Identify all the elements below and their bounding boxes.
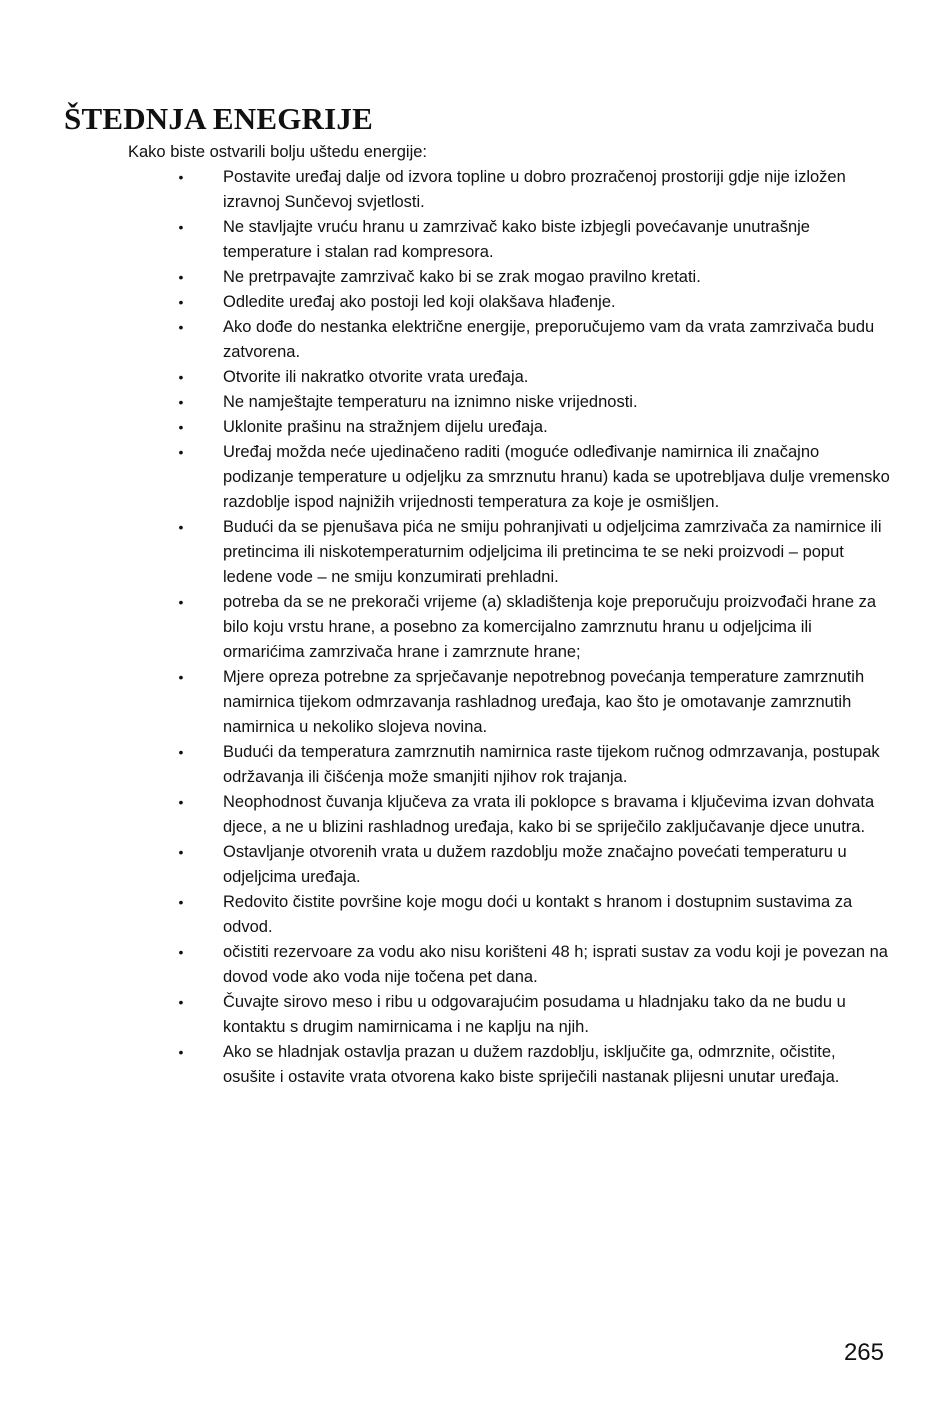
list-item-text: potreba da se ne prekorači vrijeme (a) skladištenja koje preporučuju proizvođači hrane za bilo koju vrstu hrane, a posebno za komercijalno zamrznutu hranu u odjeljcima ili ormarićima zamrzivača hrane i zamrznute hrane; (223, 593, 877, 661)
list-item-text: Ako dođe do nestanka električne energije, preporučujemo vam da vrata zamrzivača budu zatvorena. (223, 318, 875, 361)
list-item (172, 165, 892, 215)
list-item (172, 290, 892, 315)
bullet-icon: • (178, 669, 184, 685)
list-item (172, 315, 892, 365)
list-item-text: Ostavljanje otvorenih vrata u dužem razdoblju može značajno povećati temperaturu u odjeljcima uređaja. (223, 843, 847, 886)
bullet-icon: • (178, 519, 184, 535)
list-item (172, 415, 892, 440)
list-item-text: Redovito čistite površine koje mogu doći u kontakt s hranom i dostupnim sustavima za odvod. (223, 893, 853, 936)
bullet-icon: • (178, 744, 184, 760)
energy-saving-tips-list (172, 165, 892, 1090)
list-item-text: Ako se hladnjak ostavlja prazan u dužem razdoblju, isključite ga, odmrznite, očistite, osušite i ostavite vrata otvorena kako biste spriječili nastanak plijesni unutar uređaja. (223, 1043, 840, 1086)
list-item (172, 840, 892, 890)
bullet-icon: • (178, 319, 184, 335)
bullet-icon: • (178, 369, 184, 385)
bullet-icon: • (178, 294, 184, 310)
list-item-text: Postavite uređaj dalje od izvora topline u dobro prozračenoj prostoriji gdje nije izložen izravnoj Sunčevoj svjetlosti. (223, 168, 846, 211)
page-number: 265 (843, 1339, 884, 1366)
list-item (172, 1040, 892, 1090)
bullet-icon: • (178, 269, 184, 285)
list-item (172, 365, 892, 390)
list-item-text: Ne pretrpavajte zamrzivač kako bi se zrak mogao pravilno kretati. (223, 268, 701, 286)
bullet-icon: • (178, 419, 184, 435)
list-item (172, 215, 892, 265)
list-item-text: Uređaj možda neće ujedinačeno raditi (moguće odleđivanje namirnica ili značajno podizanje temperature u odjeljku za smrznutu hranu) kada se upotrebljava dulje vremensko razdoblje ispod najnižih vrijednosti temperatura za koje je osmišljen. (223, 443, 890, 511)
list-item (172, 590, 892, 665)
bullet-icon: • (178, 1044, 184, 1060)
list-item-text: Mjere opreza potrebne za sprječavanje nepotrebnog povećanja temperature zamrznutih namirnica tijekom odmrzavanja rashladnog uređaja, kao što je omotavanje zamrznutih namirnica u nekoliko slojeva novina. (223, 668, 865, 736)
bullet-icon: • (178, 594, 184, 610)
bullet-icon: • (178, 994, 184, 1010)
list-item (172, 440, 892, 515)
list-item-text: Čuvajte sirovo meso i ribu u odgovarajućim posudama u hladnjaku tako da ne budu u kontaktu s drugim namirnicama i ne kaplju na njih. (223, 993, 846, 1036)
list-item-text: Uklonite prašinu na stražnjem dijelu uređaja. (223, 418, 548, 436)
list-item (172, 790, 892, 840)
bullet-icon: • (178, 219, 184, 235)
intro-text: Kako biste ostvarili bolju uštedu energije: (128, 143, 428, 161)
list-item-text: Odledite uređaj ako postoji led koji olakšava hlađenje. (223, 293, 616, 311)
bullet-icon: • (178, 894, 184, 910)
bullet-icon: • (178, 394, 184, 410)
list-item-text: očistiti rezervoare za vodu ako nisu korišteni 48 h; isprati sustav za vodu koji je povezan na dovod vode ako voda nije točena pet dana. (223, 943, 888, 986)
list-item (172, 890, 892, 940)
list-item-text: Ne namještajte temperaturu na iznimno niske vrijednosti. (223, 393, 638, 411)
bullet-icon: • (178, 844, 184, 860)
bullet-icon: • (178, 169, 184, 185)
list-item-text: Budući da temperatura zamrznutih namirnica raste tijekom ručnog odmrzavanja, postupak održavanja ili čišćenja može smanjiti njihov rok trajanja. (223, 743, 880, 786)
bullet-icon: • (178, 944, 184, 960)
list-item (172, 990, 892, 1040)
list-item-text: Budući da se pjenušava pića ne smiju pohranjivati u odjeljcima zamrzivača za namirnice ili pretincima ili niskotemperaturnim odjeljcima ili pretincima te se neki proizvodi – poput ledene vode – ne smiju konzumirati prehladni. (223, 518, 882, 586)
list-item (172, 390, 892, 415)
list-item-text: Otvorite ili nakratko otvorite vrata uređaja. (223, 368, 529, 386)
list-item-text: Neophodnost čuvanja ključeva za vrata ili poklopce s bravama i ključevima izvan dohvata djece, a ne u blizini rashladnog uređaja, kako bi se spriječilo zaključavanje djece unutra. (223, 793, 875, 836)
bullet-icon: • (178, 444, 184, 460)
list-item-text: Ne stavljajte vruću hranu u zamrzivač kako biste izbjegli povećavanje unutrašnje temperature i stalan rad kompresora. (223, 218, 810, 261)
list-item (172, 940, 892, 990)
page-title: ŠTEDNJA ENEGRIJE (64, 101, 373, 136)
list-item (172, 665, 892, 740)
bullet-icon: • (178, 794, 184, 810)
list-item (172, 265, 892, 290)
list-item (172, 515, 892, 590)
list-item (172, 740, 892, 790)
